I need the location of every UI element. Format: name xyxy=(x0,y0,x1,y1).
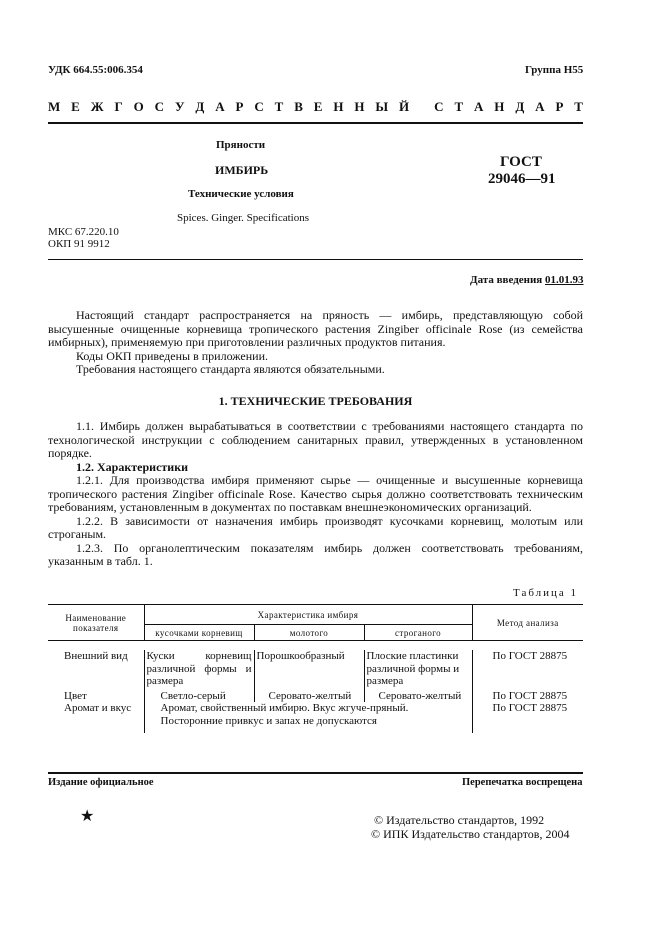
row-value: Куски корневищ различной формы и размера xyxy=(144,650,254,688)
reprint-notice: Перепечатка воспрещена xyxy=(462,777,583,788)
banner-letter: Ы xyxy=(375,99,389,114)
gost-label: ГОСТ xyxy=(500,154,542,170)
clause-1-2-3: 1.2.3. По органолептическим показателям имбирь должен соответствовать требованиям, указанным в табл. 1. xyxy=(48,540,583,568)
footer-divider xyxy=(48,772,583,774)
banner-letter: Д xyxy=(515,99,525,114)
intro-paragraph: Требования настоящего стандарта являются обязательными. xyxy=(76,362,385,376)
banner-letter: Н xyxy=(494,99,505,114)
header-ground: молотого xyxy=(254,625,364,641)
clause-1-2-heading: 1.2. Характеристики xyxy=(76,459,189,474)
banner-letter: Е xyxy=(71,99,80,114)
row-name: Цвет xyxy=(64,689,87,702)
aroma-text-2: Посторонние привкус и запах не допускаются xyxy=(160,714,377,727)
banner-letter: В xyxy=(294,99,303,114)
characteristics-table xyxy=(48,604,583,733)
header-pieces: кусочками корневищ xyxy=(144,625,254,641)
table-row xyxy=(48,650,583,688)
effective-date xyxy=(470,274,584,286)
banner-letter: О xyxy=(133,99,144,114)
row-value: Серовато-желтый xyxy=(254,688,364,703)
clause-1-1: 1.1. Имбирь должен вырабатываться в соответствии с требованиями настоящего стандарта по технологической инструкции с соблюдением санитарных правил, утвержденных в установленном порядке. xyxy=(48,419,583,460)
official-edition: Издание официальное xyxy=(48,777,154,788)
banner-letter: Р xyxy=(555,99,564,114)
banner-letter: Т xyxy=(454,99,464,114)
banner-letter: Д xyxy=(195,99,205,114)
intro-paragraph: Коды ОКП приведены в приложении. xyxy=(76,348,269,363)
banner-letter: Н xyxy=(333,99,344,114)
header-method: Метод анализа xyxy=(472,605,583,641)
title-divider xyxy=(48,259,583,260)
banner-letter: Т xyxy=(274,99,284,114)
clause-1-2-2: 1.2.2. В зависимости от назначения имбирь производят кусочками корневищ, молотым или строганым. xyxy=(48,513,583,541)
row-value: Плоские пластинки различной формы и размера xyxy=(364,650,472,688)
banner-letter: А xyxy=(215,99,225,114)
product-title: ИМБИРЬ xyxy=(215,163,269,177)
intro-paragraph: Настоящий стандарт распространяется на пряность — имбирь, представляющую собой высушенные очищенные корневища тропического растения Zingiber officinale Rose (из семейства имбирных), применяемую при приготовлении различных продуктов питания. xyxy=(48,308,583,349)
aroma-text: Аромат, свойственный имбирю. Вкус жгуче-пряный. xyxy=(160,702,409,714)
category-title: Пряности xyxy=(216,139,266,151)
row-method: По ГОСТ 28875 xyxy=(492,702,568,714)
row-name: Аромат и вкус xyxy=(64,702,132,714)
table-row xyxy=(48,688,583,703)
banner-letter: А xyxy=(474,99,484,114)
interstate-standard-banner xyxy=(48,99,583,115)
banner-letter: У xyxy=(174,99,185,114)
header-sliced: строганого xyxy=(364,625,472,641)
banner-letter: С xyxy=(154,99,165,114)
udk-code: УДК 664.55:006.354 xyxy=(48,64,143,76)
row-value: Серовато-желтый xyxy=(364,688,472,703)
row-value: Порошкообразный xyxy=(254,650,364,688)
table-caption: Таблица 1 xyxy=(513,587,579,599)
section-body xyxy=(48,420,583,569)
row-method: По ГОСТ 28875 xyxy=(472,688,583,703)
banner-letter: М xyxy=(48,99,61,114)
banner-letter: Й xyxy=(399,99,410,114)
section-title: 1. ТЕХНИЧЕСКИЕ ТРЕБОВАНИЯ xyxy=(218,394,413,408)
copyright-1992: © Издательство стандартов, 1992 xyxy=(374,813,545,827)
banner-letter: С xyxy=(434,99,444,114)
banner-letter: Р xyxy=(235,99,244,114)
table-row xyxy=(48,702,583,733)
banner-letter: Н xyxy=(354,99,365,114)
effective-date-value: 01.01.93 xyxy=(545,274,584,286)
header-divider xyxy=(48,122,583,124)
header-indicator: Наименование показателя xyxy=(48,605,144,641)
gost-number: 29046—91 xyxy=(488,171,556,187)
banner-letter: А xyxy=(535,99,545,114)
banner-letter: Е xyxy=(313,99,323,114)
banner-letter: С xyxy=(254,99,264,114)
okp-code: ОКП 91 9912 xyxy=(48,238,110,250)
star-icon: ★ xyxy=(80,808,95,825)
header-characteristic: Характеристика имбиря xyxy=(144,605,472,625)
effective-date-label: Дата введения xyxy=(470,274,543,286)
row-name: Внешний вид xyxy=(64,650,128,662)
mks-code: МКС 67.220.10 xyxy=(48,226,119,238)
row-merged-value xyxy=(144,702,472,733)
banner-letter: Г xyxy=(114,99,123,114)
introduction xyxy=(48,309,583,377)
english-title: Spices. Ginger. Specifications xyxy=(177,212,309,224)
group-code: Группа Н55 xyxy=(525,64,584,76)
banner-letter: Т xyxy=(574,99,583,114)
banner-letter: Ж xyxy=(90,99,104,114)
copyright-2004: © ИПК Издательство стандартов, 2004 xyxy=(371,827,570,841)
row-value: Светло-серый xyxy=(144,688,254,703)
document-subtitle: Технические условия xyxy=(188,188,294,200)
clause-1-2-1: 1.2.1. Для производства имбиря применяют сырье — очищенные и высушенные корневища тропического растения Zingiber officinale Rose. Качество сырья должно соответствовать техническим требованиям, установленным в документах по поставкам внешнеэкономических организаций. xyxy=(48,473,583,514)
banner-letter xyxy=(420,99,423,115)
row-method: По ГОСТ 28875 xyxy=(472,650,583,688)
